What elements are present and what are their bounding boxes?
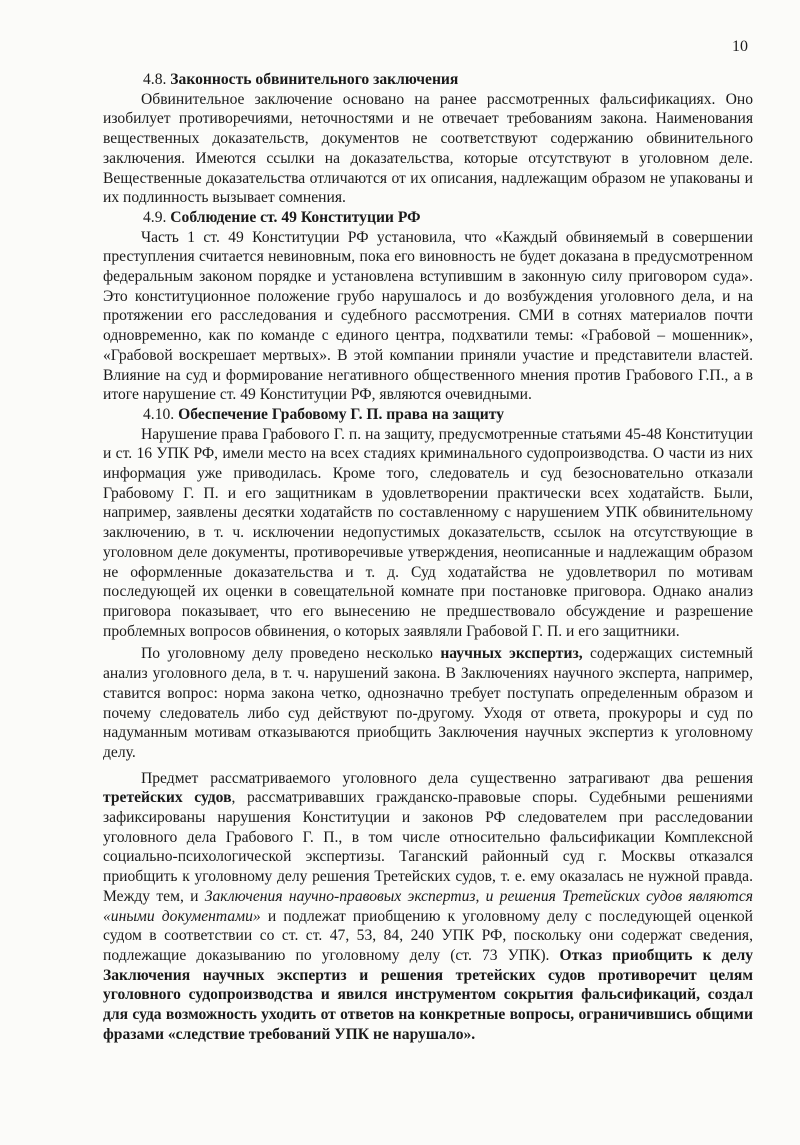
text-run: , рассматривавших гражданско-правовые споры. Судебными решениями зафиксированы нарушения Конституции и законов РФ следователем при расследовании уголовного дела Грабового Г. П., в том числе относительно фальсификации Комплексной социально-психологической экспертизы. Таганский районный суд г. Москвы отказался приобщить к уголовному делу решения Третейских судов, т. е. ему оказалась не нужной правда. Между тем, и bbox=[103, 789, 753, 905]
text-run: Предмет рассматриваемого уголовного дела существенно затрагивают два решения bbox=[141, 769, 753, 787]
text-run: и подлежат приобщению к уголовному делу с последующей оценкой судом в соответствии со ст. ст. 47, 53, 84, 240 УПК РФ, поскольку они содержат сведения, подлежащие доказыванию по уголовному делу (ст. 73 УПК). bbox=[103, 907, 753, 964]
section-title: Обеспечение Грабовому Г. П. права на защиту bbox=[178, 405, 505, 423]
bold-conclusion-text: Отказ приобщить к делу Заключения научных экспертиз и решения третейских судов противоречит целям уголовного судопроизводства и явился инструментом сокрытия фальсификаций, создал для суда возможность уходить от ответов на конкретные вопросы, ограничившись общими фразами «следствие требований УПК не нарушало». bbox=[103, 946, 753, 1043]
page-number: 10 bbox=[732, 38, 748, 55]
section-4-10-heading bbox=[103, 405, 753, 425]
italic-text-run: Заключения научно-правовых экспертиз, и решения Третейских судов являются «иными документами» bbox=[103, 887, 753, 925]
document-body bbox=[103, 70, 753, 1044]
section-title: Соблюдение ст. 49 Конституции РФ bbox=[170, 208, 421, 226]
bold-text-run: научных экспертиз, bbox=[440, 645, 583, 663]
section-title: Законность обвинительного заключения bbox=[170, 71, 459, 88]
section-4-9-heading bbox=[103, 208, 753, 228]
section-4-10-paragraph-2 bbox=[103, 644, 753, 762]
section-number: 4.9. bbox=[143, 208, 167, 226]
section-number: 4.8. bbox=[143, 71, 167, 88]
section-4-8-paragraph: Обвинительное заключение основано на ранее рассмотренных фальсификациях. Оно изобилует противоречиями, неточностями и не отвечает требованиям закона. Наименования вещественных доказательств, документов не соответствуют содержанию обвинительного заключения. Имеются ссылки на доказательства, которые отсутствуют в уголовном деле. Вещественные доказательства отличаются от их описания, надлежащим образом не упакованы и их подлинность вызывает сомнения. bbox=[103, 90, 753, 207]
bold-text-run: третейских судов bbox=[103, 789, 232, 807]
section-4-10-paragraph-3 bbox=[103, 769, 753, 1045]
section-4-9-paragraph: Часть 1 ст. 49 Конституции РФ установила, что «Каждый обвиняемый в совершении преступления считается невиновным, пока его виновность не будет доказана в предусмотренном федеральным законом порядке и установлена вступившим в законную силу приговором суда». Это конституционное положение грубо нарушалось и до возбуждения уголовного дела, и на протяжении его расследования и судебного рассмотрения. СМИ в сотнях материалов почти одновременно, как по команде с единого центра, подхватили темы: «Грабовой – мошенник», «Грабовой воскрешает мертвых». В этой компании приняли участие и представители властей. Влияние на суд и формирование негативного общественного мнения против Грабового Г.П., а в итоге нарушение ст. 49 Конституции РФ, являются очевидными. bbox=[103, 228, 753, 404]
text-run: содержащих системный анализ уголовного дела, в т. ч. нарушений закона. В Заключениях научного эксперта, например, ставится вопрос: норма закона четко, однозначно требует поступать определенным образом и почему следователь либо суд действуют по-другому. Уходя от ответа, прокуроры и суд по надуманным мотивам отказываются приобщить Заключения научных экспертиз к уголовному делу. bbox=[103, 645, 753, 761]
section-number: 4.10. bbox=[143, 405, 175, 423]
section-4-8-heading bbox=[103, 70, 753, 90]
text-run: По уголовному делу проведено несколько bbox=[141, 645, 441, 663]
section-4-10-paragraph-1: Нарушение права Грабового Г. п. на защиту, предусмотренные статьями 45-48 Конституции и ст. 16 УПК РФ, имели место на всех стадиях криминального судопроизводства. О части из них информация уже приводилась. Кроме того, следователь и суд безосновательно отказали Грабовому Г. П. и его защитникам в удовлетворении практически всех ходатайств. Были, например, заявлены десятки ходатайств по составленному с нарушением УПК обвинительному заключению, в т. ч. исключении недопустимых доказательств, ссылок на отсутствующие в уголовном деле документы, противоречивые утверждения, неописанные и надлежащим образом не оформленные доказательства и т. д. Суд ходатайства не удовлетворил по мотивам последующей их оценки в совещательной комнате при постановке приговора. Однако анализ приговора показывает, что его вынесению не предшествовало обсуждение и разрешение проблемных вопросов обвинения, о которых заявляли Грабовой Г. П. и его защитники. bbox=[103, 425, 753, 640]
